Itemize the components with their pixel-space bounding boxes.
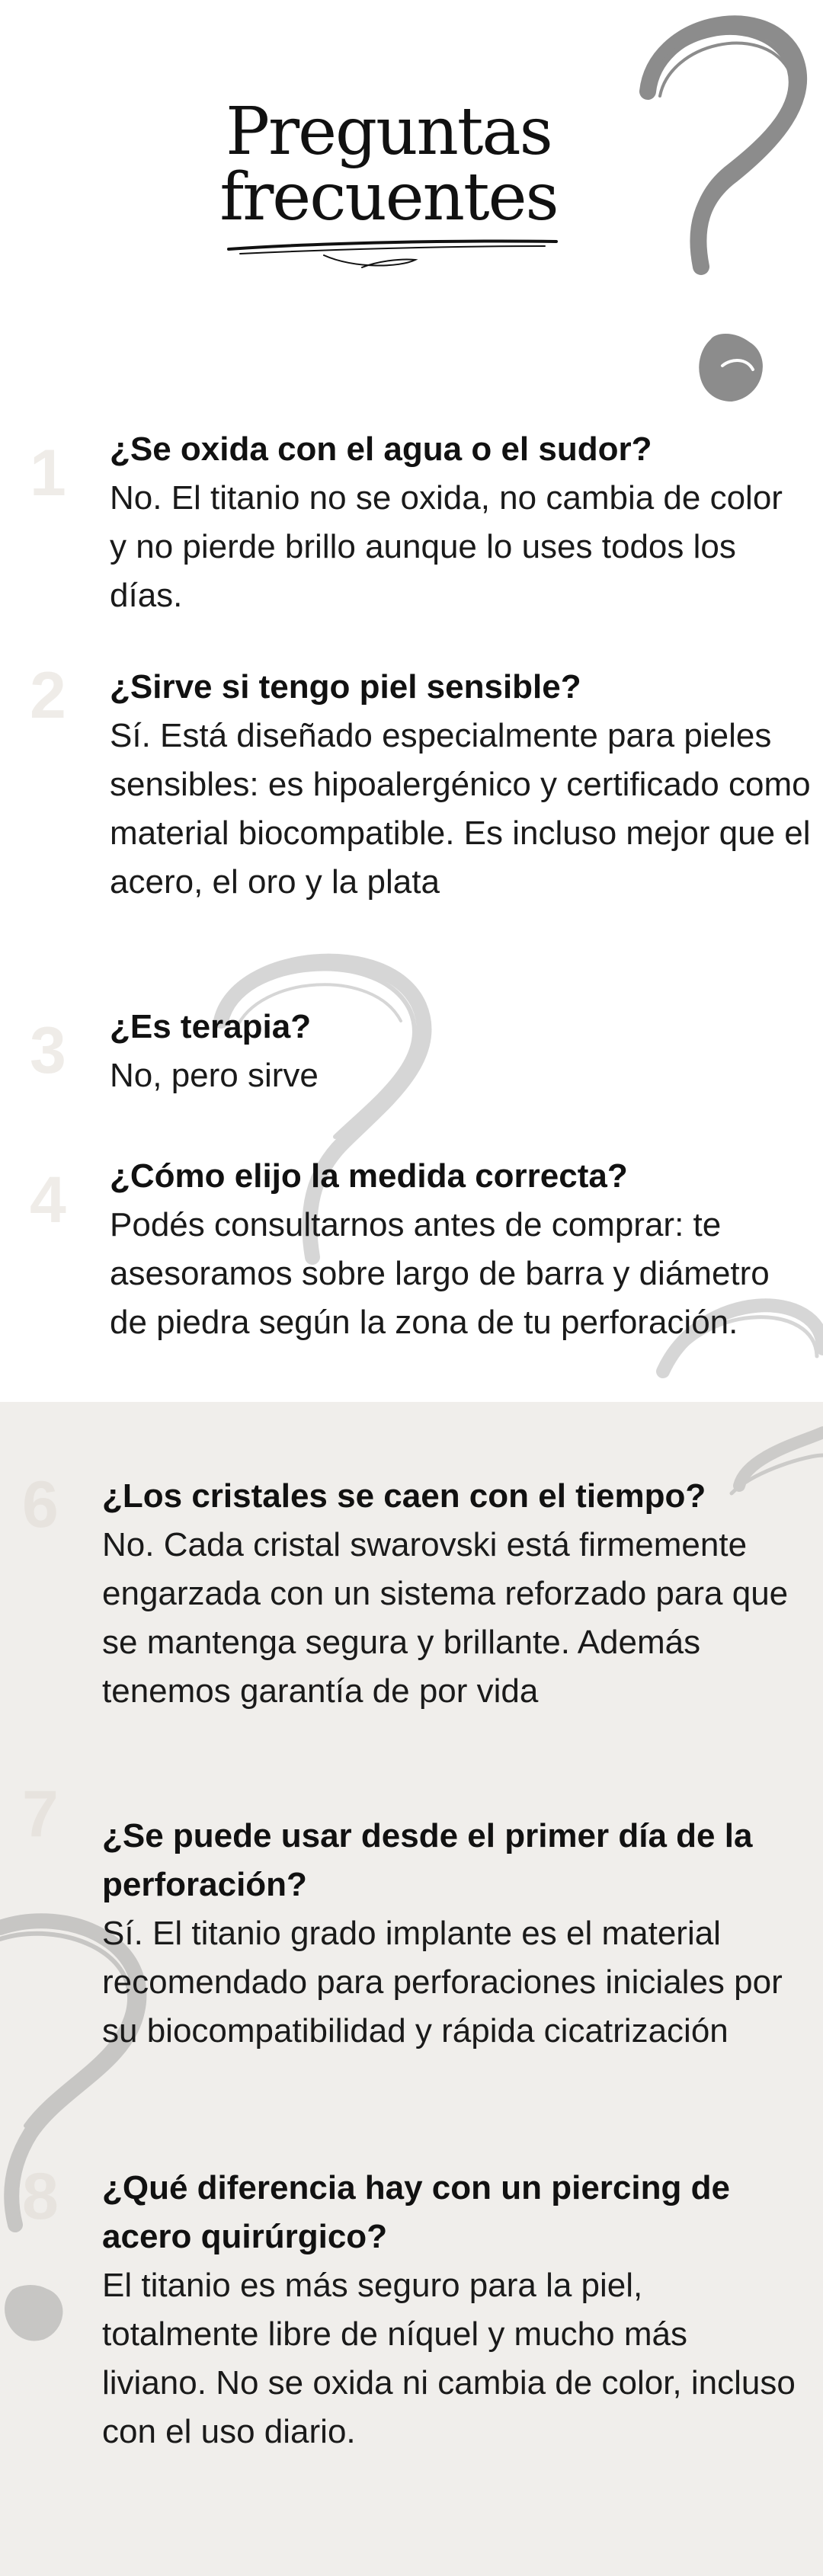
faq-answer: El titanio es más seguro para la piel, totalmente libre de níquel y mucho más liviano. No se oxida ni cambia de color, incluso con el uso diario. — [102, 2267, 796, 2450]
faq-number: 8 — [22, 2160, 59, 2233]
faq-number: 6 — [22, 1468, 59, 1541]
title-line-1: Preguntas — [226, 94, 552, 170]
faq-item-6 — [22, 1468, 796, 1716]
faq-answer: Sí. Está diseñado especialmente para pieles sensibles: es hipoalergénico y certificado como material biocompatible. Es incluso mejor que el acero, el oro y la plata — [110, 717, 811, 901]
faq-answer: No. El titanio no se oxida, no cambia de color y no pierde brillo aunque lo uses todos los días. — [110, 479, 783, 614]
faq-answer: Sí. El titanio grado implante es el material recomendado para perforaciones iniciales por su biocompatibilidad y rápida cicatrización — [102, 1915, 783, 2050]
faq-question: ¿Los cristales se caen con el tiempo? — [102, 1477, 706, 1515]
faq-item-2 — [30, 659, 811, 907]
faq-number: 2 — [30, 659, 66, 732]
faq-question: ¿Qué diferencia hay con un piercing de acero quirúrgico? — [102, 2169, 730, 2255]
faq-answer: No. Cada cristal swarovski está firmemente engarzada con un sistema reforzado para que se mantenga segura y brillante. Además tenemos garantía de por vida — [102, 1526, 789, 1710]
faq-number: 7 — [22, 1778, 59, 1851]
faq-question: ¿Se oxida con el agua o el sudor? — [110, 430, 652, 468]
faq-answer: No, pero sirve — [110, 1057, 319, 1094]
faq-question: ¿Sirve si tengo piel sensible? — [110, 668, 581, 706]
faq-item-1 — [30, 425, 796, 620]
title-line-2: frecuentes — [219, 159, 558, 235]
title-underline-decoration — [225, 232, 560, 278]
page-title — [0, 94, 777, 235]
faq-number: 4 — [30, 1163, 66, 1237]
faq-answer: Podés consultarnos antes de comprar: te asesoramos sobre largo de barra y diámetro de piedra según la zona de tu perforación. — [110, 1206, 770, 1341]
faq-number: 1 — [30, 437, 66, 510]
faq-item-8 — [22, 2160, 796, 2456]
faq-question: ¿Cómo elijo la medida correcta? — [110, 1157, 628, 1195]
faq-number: 3 — [30, 1014, 66, 1087]
faq-item-7 — [22, 1778, 796, 2056]
faq-question: ¿Se puede usar desde el primer día de la perforación? — [102, 1817, 753, 1903]
faq-item-4 — [30, 1152, 796, 1347]
faq-item-3 — [30, 1003, 796, 1100]
faq-question: ¿Es terapia? — [110, 1008, 312, 1045]
